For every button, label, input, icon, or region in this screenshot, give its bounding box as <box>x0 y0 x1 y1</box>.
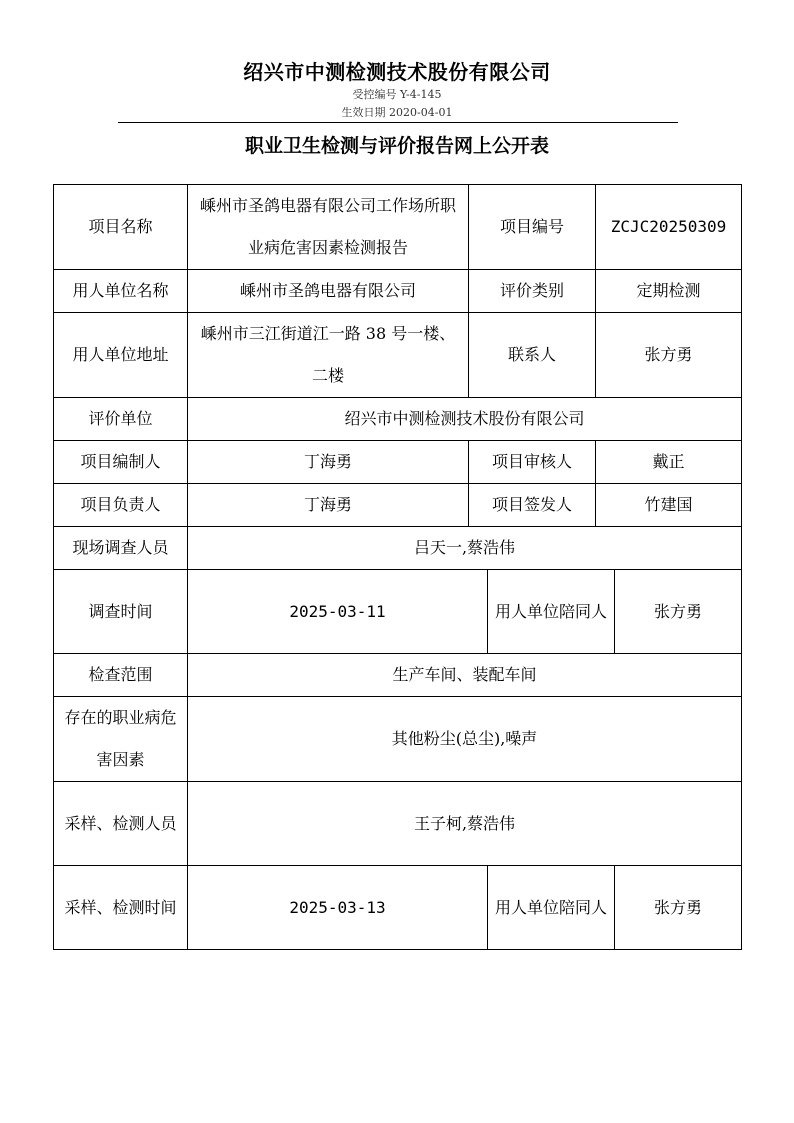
control-number: 受控编号 Y-4-145 <box>352 88 442 101</box>
contact-label: 联系人 <box>469 313 596 398</box>
eval-unit-value: 绍兴市中测检测技术股份有限公司 <box>188 398 742 441</box>
table-row <box>54 527 742 570</box>
company-name: 绍兴市中测检测技术股份有限公司 <box>243 60 551 84</box>
survey-time-value: 2025-03-11 <box>188 570 488 654</box>
issuer-value: 竹建国 <box>596 484 742 527</box>
scope-label: 检查范围 <box>54 654 188 697</box>
survey-time-label: 调查时间 <box>54 570 188 654</box>
accompany-value-2: 张方勇 <box>615 866 742 950</box>
table-row <box>54 782 742 866</box>
compiler-label: 项目编制人 <box>54 441 188 484</box>
eval-type-value: 定期检测 <box>596 270 742 313</box>
document-title: 职业卫生检测与评价报告网上公开表 <box>244 135 549 157</box>
table-row <box>54 398 742 441</box>
effective-date: 生效日期 2020-04-01 <box>341 106 453 119</box>
eval-type-label: 评价类别 <box>469 270 596 313</box>
leader-value: 丁海勇 <box>188 484 469 527</box>
project-no-label: 项目编号 <box>469 185 596 270</box>
employer-name-label: 用人单位名称 <box>54 270 188 313</box>
issuer-label: 项目签发人 <box>469 484 596 527</box>
eval-unit-label: 评价单位 <box>54 398 188 441</box>
table-row <box>54 270 742 313</box>
project-no-value: ZCJC20250309 <box>596 185 742 270</box>
scope-value: 生产车间、装配车间 <box>188 654 742 697</box>
table-row <box>54 654 742 697</box>
hazards-label: 存在的职业病危害因素 <box>54 697 188 782</box>
hazards-value: 其他粉尘(总尘),噪声 <box>188 697 742 782</box>
project-name-label: 项目名称 <box>54 185 188 270</box>
employer-name-value: 嵊州市圣鸽电器有限公司 <box>188 270 469 313</box>
report-table <box>53 184 742 950</box>
table-row <box>54 185 742 270</box>
employer-address-label: 用人单位地址 <box>54 313 188 398</box>
samplers-value: 王子柯,蔡浩伟 <box>188 782 742 866</box>
project-name-value: 嵊州市圣鸽电器有限公司工作场所职业病危害因素检测报告 <box>188 185 469 270</box>
table-row <box>54 484 742 527</box>
leader-label: 项目负责人 <box>54 484 188 527</box>
accompany-label-2: 用人单位陪同人 <box>488 866 615 950</box>
sampling-time-label: 采样、检测时间 <box>54 866 188 950</box>
table-row <box>54 697 742 782</box>
table-row <box>54 866 742 950</box>
employer-address-value: 嵊州市三江街道江一路 38 号一楼、二楼 <box>188 313 469 398</box>
surveyors-value: 吕天一,蔡浩伟 <box>188 527 742 570</box>
contact-value: 张方勇 <box>596 313 742 398</box>
header-divider <box>118 122 678 123</box>
compiler-value: 丁海勇 <box>188 441 469 484</box>
samplers-label: 采样、检测人员 <box>54 782 188 866</box>
table-row <box>54 313 742 398</box>
reviewer-value: 戴正 <box>596 441 742 484</box>
sampling-time-value: 2025-03-13 <box>188 866 488 950</box>
surveyors-label: 现场调查人员 <box>54 527 188 570</box>
table-row <box>54 570 742 654</box>
table-row <box>54 441 742 484</box>
accompany-label-1: 用人单位陪同人 <box>488 570 615 654</box>
reviewer-label: 项目审核人 <box>469 441 596 484</box>
accompany-value-1: 张方勇 <box>615 570 742 654</box>
